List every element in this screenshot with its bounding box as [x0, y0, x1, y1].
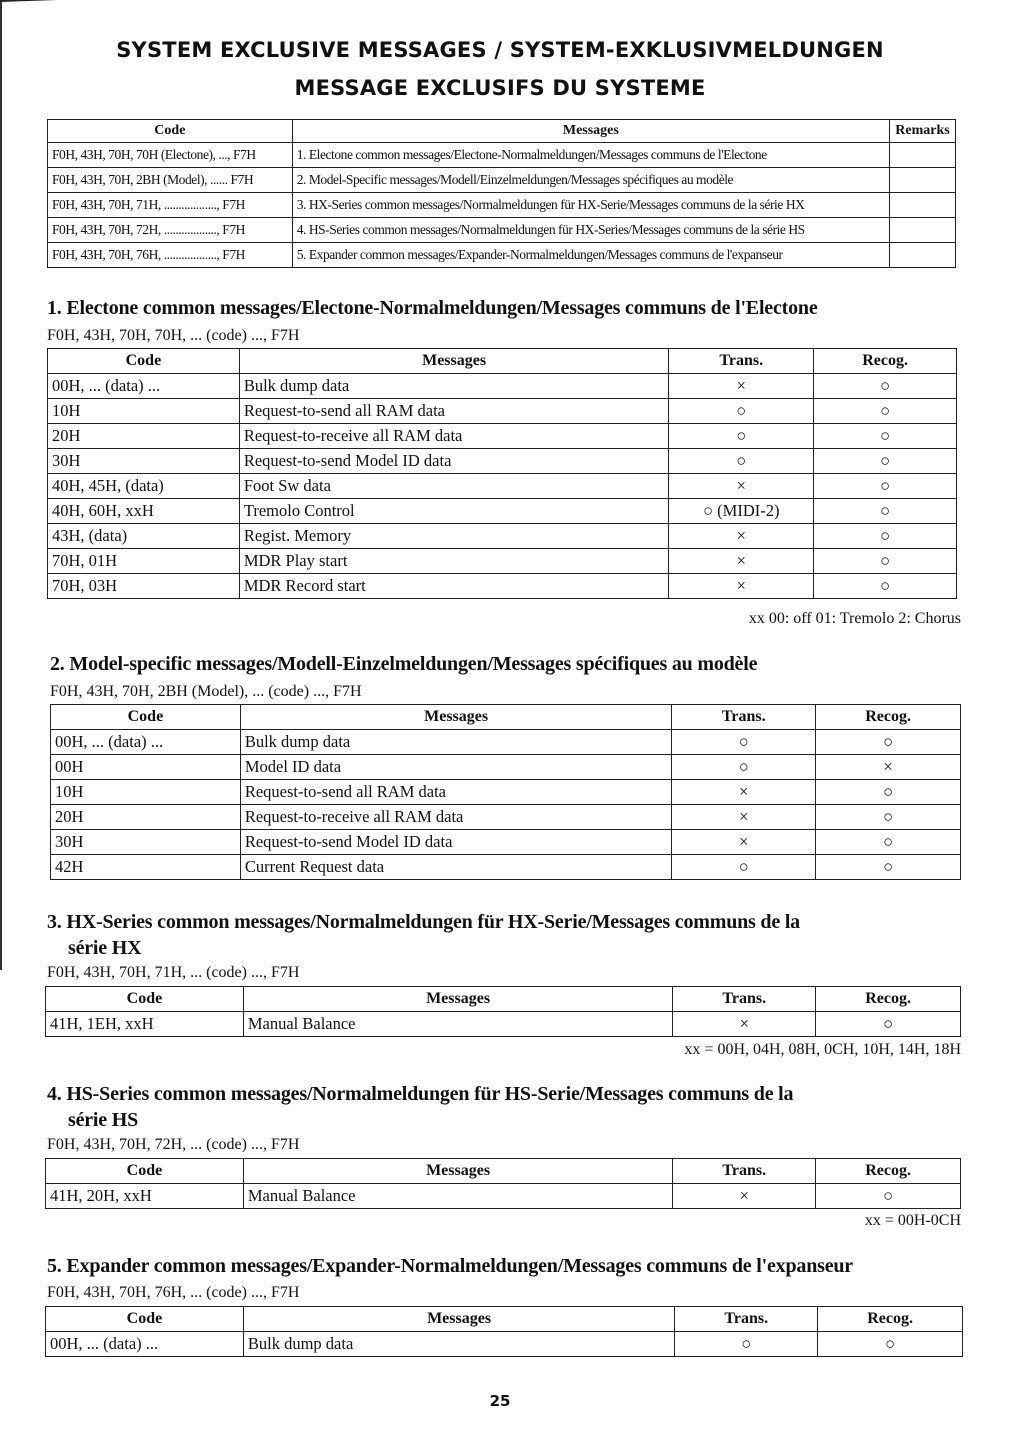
- table-row: [48, 168, 956, 193]
- message-format: F0H, 43H, 70H, 71H, ... (code) ..., F7H: [47, 964, 300, 981]
- cell-trans: ○: [672, 855, 816, 880]
- column-header-messages: Messages: [292, 120, 889, 143]
- message-format: F0H, 43H, 70H, 72H, ... (code) ..., F7H: [47, 1136, 300, 1153]
- section-heading: 4. HS-Series common messages/Normalmeldungen für HS-Serie/Messages communs de la: [47, 1083, 794, 1105]
- message-table: [45, 1158, 961, 1209]
- column-header-trans: Trans.: [673, 1159, 816, 1184]
- cell-recog: ○: [816, 1184, 961, 1209]
- cell-code: 30H: [51, 830, 241, 855]
- section-heading: 5. Expander common messages/Expander-Normalmeldungen/Messages communs de l'expanseur: [47, 1255, 853, 1277]
- cell-code: 42H: [51, 855, 241, 880]
- table-row: [46, 1184, 961, 1209]
- cell-message: Request-to-receive all RAM data: [239, 424, 669, 449]
- cell-recog: ×: [816, 755, 961, 780]
- cell-message: MDR Record start: [239, 574, 669, 599]
- cell-code: F0H, 43H, 70H, 70H (Electone), ..., F7H: [48, 143, 293, 168]
- column-header-recog: Recog.: [816, 705, 961, 730]
- cell-message: Request-to-send all RAM data: [240, 780, 672, 805]
- cell-message: 2. Model-Specific messages/Modell/Einzelmeldungen/Messages spécifiques au modèle: [292, 168, 889, 193]
- table-row: [48, 374, 957, 399]
- cell-trans: ○: [669, 449, 814, 474]
- cell-code: 00H, ... (data) ...: [48, 374, 240, 399]
- table-row: [48, 218, 956, 243]
- section-heading: 3. HX-Series common messages/Normalmeldungen für HX-Serie/Messages communs de la: [47, 911, 800, 933]
- column-header-code: Code: [46, 1307, 244, 1332]
- cell-recog: ○: [814, 424, 957, 449]
- column-header-trans: Trans.: [669, 349, 814, 374]
- cell-message: Request-to-send all RAM data: [239, 399, 669, 424]
- column-header-trans: Trans.: [672, 705, 816, 730]
- cell-trans: ×: [673, 1012, 816, 1037]
- cell-message: Bulk dump data: [240, 730, 672, 755]
- cell-remarks: [890, 243, 956, 268]
- message-table: [47, 348, 957, 599]
- cell-code: F0H, 43H, 70H, 76H, .................., F7H: [48, 243, 293, 268]
- table-note: xx = 00H, 04H, 08H, 0CH, 10H, 14H, 18H: [684, 1041, 961, 1058]
- cell-recog: ○: [814, 374, 957, 399]
- section-heading: 2. Model-specific messages/Modell-Einzelmeldungen/Messages spécifiques au modèle: [50, 653, 758, 675]
- column-header-remarks: Remarks: [890, 120, 956, 143]
- cell-remarks: [890, 168, 956, 193]
- table-header-row: [48, 349, 957, 374]
- cell-trans: ○: [669, 424, 814, 449]
- table-header-row: [51, 705, 961, 730]
- table-row: [48, 449, 957, 474]
- cell-trans: ×: [669, 549, 814, 574]
- column-header-trans: Trans.: [673, 987, 816, 1012]
- cell-recog: ○: [814, 449, 957, 474]
- cell-code: 41H, 1EH, xxH: [46, 1012, 244, 1037]
- cell-message: Request-to-send Model ID data: [240, 830, 672, 855]
- page-title: SYSTEM EXCLUSIVE MESSAGES / SYSTEM-EXKLUSIVMELDUNGEN: [116, 38, 884, 62]
- table-header-row: [48, 120, 956, 143]
- cell-message: Manual Balance: [243, 1012, 672, 1037]
- table-row: [48, 243, 956, 268]
- cell-trans: ○: [675, 1332, 818, 1357]
- column-header-recog: Recog.: [816, 1159, 961, 1184]
- cell-message: Tremolo Control: [239, 499, 669, 524]
- cell-code: F0H, 43H, 70H, 2BH (Model), ...... F7H: [48, 168, 293, 193]
- cell-message: Request-to-receive all RAM data: [240, 805, 672, 830]
- cell-code: 41H, 20H, xxH: [46, 1184, 244, 1209]
- cell-code: 43H, (data): [48, 524, 240, 549]
- cell-message: Bulk dump data: [243, 1332, 674, 1357]
- cell-trans: ×: [672, 780, 816, 805]
- cell-code: 10H: [48, 399, 240, 424]
- cell-recog: ○: [814, 399, 957, 424]
- column-header-recog: Recog.: [816, 987, 961, 1012]
- cell-code: 20H: [48, 424, 240, 449]
- table-row: [48, 193, 956, 218]
- cell-message: 3. HX-Series common messages/Normalmeldungen für HX-Serie/Messages communs de la série HX: [292, 193, 889, 218]
- cell-recog: ○: [816, 855, 961, 880]
- message-format: F0H, 43H, 70H, 76H, ... (code) ..., F7H: [47, 1284, 300, 1301]
- cell-recog: ○: [816, 730, 961, 755]
- column-header-code: Code: [48, 120, 293, 143]
- message-table: [45, 986, 961, 1037]
- cell-message: Manual Balance: [243, 1184, 672, 1209]
- column-header-messages: Messages: [243, 987, 672, 1012]
- section-heading: 1. Electone common messages/Electone-Normalmeldungen/Messages communs de l'Electone: [47, 297, 818, 319]
- page-number: 25: [489, 1392, 511, 1410]
- table-note: xx = 00H-0CH: [864, 1212, 961, 1229]
- column-header-messages: Messages: [239, 349, 669, 374]
- table-row: [51, 830, 961, 855]
- cell-trans: ×: [673, 1184, 816, 1209]
- cell-remarks: [890, 193, 956, 218]
- cell-code: 10H: [51, 780, 241, 805]
- cell-message: 5. Expander common messages/Expander-Normalmeldungen/Messages communs de l'expanseur: [292, 243, 889, 268]
- table-header-row: [46, 987, 961, 1012]
- cell-code: F0H, 43H, 70H, 71H, .................., F7H: [48, 193, 293, 218]
- column-header-recog: Recog.: [814, 349, 957, 374]
- table-row: [51, 755, 961, 780]
- cell-recog: ○: [816, 805, 961, 830]
- cell-trans: ×: [669, 574, 814, 599]
- cell-message: 1. Electone common messages/Electone-Normalmeldungen/Messages communs de l'Electone: [292, 143, 889, 168]
- cell-remarks: [890, 218, 956, 243]
- cell-code: 30H: [48, 449, 240, 474]
- cell-recog: ○: [816, 1012, 961, 1037]
- summary-table: [47, 119, 956, 268]
- column-header-code: Code: [48, 349, 240, 374]
- column-header-code: Code: [51, 705, 241, 730]
- cell-code: 70H, 01H: [48, 549, 240, 574]
- column-header-messages: Messages: [243, 1307, 674, 1332]
- column-header-trans: Trans.: [675, 1307, 818, 1332]
- cell-recog: ○: [814, 574, 957, 599]
- cell-trans: ○: [672, 755, 816, 780]
- message-table: [50, 704, 961, 880]
- cell-code: 00H: [51, 755, 241, 780]
- table-row: [48, 474, 957, 499]
- page-edge-mark: [0, 0, 60, 2]
- table-row: [48, 524, 957, 549]
- table-row: [48, 549, 957, 574]
- cell-code: 20H: [51, 805, 241, 830]
- table-row: [48, 499, 957, 524]
- cell-trans: ×: [669, 524, 814, 549]
- cell-recog: ○: [814, 524, 957, 549]
- cell-code: 40H, 45H, (data): [48, 474, 240, 499]
- cell-message: MDR Play start: [239, 549, 669, 574]
- cell-trans: ○: [672, 730, 816, 755]
- column-header-messages: Messages: [243, 1159, 672, 1184]
- cell-recog: ○: [818, 1332, 963, 1357]
- table-row: [48, 143, 956, 168]
- table-row: [46, 1012, 961, 1037]
- table-row: [48, 399, 957, 424]
- table-row: [46, 1332, 963, 1357]
- cell-recog: ○: [814, 499, 957, 524]
- cell-recog: ○: [816, 780, 961, 805]
- cell-code: 40H, 60H, xxH: [48, 499, 240, 524]
- table-header-row: [46, 1307, 963, 1332]
- cell-message: Regist. Memory: [239, 524, 669, 549]
- cell-message: Model ID data: [240, 755, 672, 780]
- message-format: F0H, 43H, 70H, 2BH (Model), ... (code) ..., F7H: [50, 683, 362, 700]
- cell-recog: ○: [814, 474, 957, 499]
- column-header-code: Code: [46, 1159, 244, 1184]
- section-heading-continued: série HS: [68, 1109, 139, 1131]
- table-row: [48, 424, 957, 449]
- section-heading-continued: série HX: [68, 937, 142, 959]
- cell-remarks: [890, 143, 956, 168]
- page-subtitle: MESSAGE EXCLUSIFS DU SYSTEME: [294, 76, 706, 100]
- page-edge: [0, 0, 2, 970]
- cell-message: Foot Sw data: [239, 474, 669, 499]
- message-format: F0H, 43H, 70H, 70H, ... (code) ..., F7H: [47, 327, 300, 344]
- table-header-row: [46, 1159, 961, 1184]
- cell-code: 00H, ... (data) ...: [51, 730, 241, 755]
- table-row: [51, 855, 961, 880]
- table-row: [51, 780, 961, 805]
- cell-message: 4. HS-Series common messages/Normalmeldungen für HX-Series/Messages communs de la série HS: [292, 218, 889, 243]
- cell-trans: ×: [672, 830, 816, 855]
- cell-trans: ×: [672, 805, 816, 830]
- column-header-messages: Messages: [240, 705, 672, 730]
- cell-recog: ○: [814, 549, 957, 574]
- cell-trans: ×: [669, 374, 814, 399]
- table-row: [48, 574, 957, 599]
- cell-recog: ○: [816, 830, 961, 855]
- column-header-recog: Recog.: [818, 1307, 963, 1332]
- table-row: [51, 730, 961, 755]
- cell-code: 00H, ... (data) ...: [46, 1332, 244, 1357]
- cell-trans: ×: [669, 474, 814, 499]
- cell-code: 70H, 03H: [48, 574, 240, 599]
- cell-trans: ○ (MIDI-2): [669, 499, 814, 524]
- cell-trans: ○: [669, 399, 814, 424]
- table-note: xx 00: off 01: Tremolo 2: Chorus: [748, 610, 961, 627]
- cell-code: F0H, 43H, 70H, 72H, .................., F7H: [48, 218, 293, 243]
- cell-message: Request-to-send Model ID data: [239, 449, 669, 474]
- message-table: [45, 1306, 963, 1357]
- column-header-code: Code: [46, 987, 244, 1012]
- table-row: [51, 805, 961, 830]
- cell-message: Current Request data: [240, 855, 672, 880]
- cell-message: Bulk dump data: [239, 374, 669, 399]
